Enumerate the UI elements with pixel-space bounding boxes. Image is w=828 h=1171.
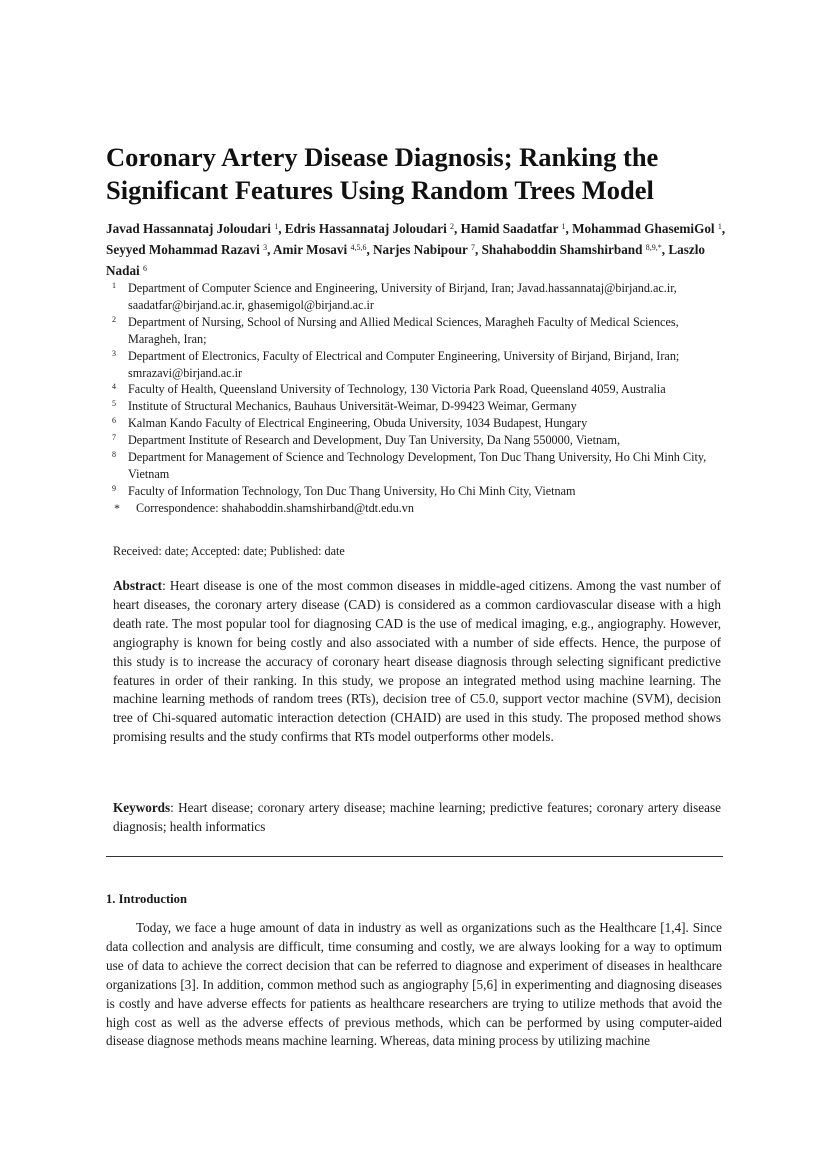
affiliation-number: 1 xyxy=(112,281,116,290)
author-affiliation-mark: 6 xyxy=(143,264,148,273)
keywords-label: Keywords xyxy=(113,800,171,815)
keywords xyxy=(113,799,721,837)
affiliation-text: Faculty of Information Technology, Ton Duc Thang University, Ho Chi Minh City, Vietnam xyxy=(128,483,576,498)
affiliation-number: 6 xyxy=(112,416,116,426)
affiliation-number: 8 xyxy=(112,450,116,460)
paper-title: Coronary Artery Disease Diagnosis; Ranking the Significant Features Using Random Trees Model xyxy=(106,142,659,205)
affiliation-number: 5 xyxy=(112,399,116,409)
affiliation-number: 7 xyxy=(112,433,116,443)
affiliation-item xyxy=(112,415,724,432)
affiliation-number: 4 xyxy=(112,382,116,392)
affiliation-number: 9 xyxy=(112,483,116,493)
author-affiliation-mark: 1 xyxy=(717,222,722,231)
correspondence-item xyxy=(112,500,724,517)
author-affiliation-mark: 8,9,* xyxy=(645,243,662,252)
affiliation-item xyxy=(112,449,724,483)
affiliation-text: Department of Electronics, Faculty of Electrical and Computer Engineering, University of Birjand, Birjand, Iran; smrazavi@birjand.ac.ir xyxy=(128,348,680,380)
keywords-text: : Heart disease; coronary artery disease; machine learning; predictive features; coronary artery disease diagnosis; health informatics xyxy=(113,800,721,834)
affiliation-text: Department of Computer Science and Engineering, University of Birjand, Iran; Javad.hassannataj@birjand.ac.ir, saadatfar@birjand.ac.ir, ghasemigol@birjand.ac.ir xyxy=(128,281,677,312)
author: Seyyed Mohammad Razavi $^3$ xyxy=(106,242,268,257)
section-heading: 1. Introduction xyxy=(106,892,187,906)
section-body-text: Today, we face a huge amount of data in industry as well as organizations such as the Healthcare [1,4]. Since data collection and analysis are difficult, time consuming and costly, we are always looking for a way to optimum use of data to achieve the correct decision that can be referred to diagnose and experiment of diseases in healthcare organizations [3]. In addition, common method such as angiography [5,6] in experimenting and diagnosing diseases is costly and have adverse effects for patients as healthcare researchers are trying to utilize methods that avoid the high cost as well as the adverse effects of previous methods, which can be performed by using computer-aided disease diagnose methods means machine learning. Whereas, data mining process by utilizing machine xyxy=(106,920,722,1049)
abstract-label: Abstract xyxy=(113,578,163,593)
affiliation-item xyxy=(112,314,724,348)
section-divider xyxy=(106,856,723,857)
affiliation-text: Department of Nursing, School of Nursing and Allied Medical Sciences, Maragheh Faculty of Medical Sciences, Maragheh, Iran; xyxy=(128,314,679,346)
author: Hamid Saadatfar $^1$ xyxy=(460,221,566,236)
affiliation-text: Department Institute of Research and Development, Duy Tan University, Da Nang 550000, Vietnam, xyxy=(128,433,620,448)
author-affiliation-mark: 1 xyxy=(561,222,566,231)
affiliation-text: Faculty of Health, Queensland University of Technology, 130 Victoria Park Road, Queensland 4059, Australia xyxy=(128,382,666,397)
affiliation-item xyxy=(112,280,724,314)
abstract xyxy=(113,577,721,747)
publication-dates: Received: date; Accepted: date; Published: date xyxy=(113,544,345,558)
author-affiliation-mark: 3 xyxy=(263,243,268,252)
author: Shahaboddin Shamshirband $^{8,9,*}$ xyxy=(481,242,662,257)
author: Javad Hassannataj Joloudari $^1$ xyxy=(106,221,279,236)
affiliation-item xyxy=(112,483,724,500)
abstract-text: : Heart disease is one of the most common diseases in middle-aged citizens. Among the vast number of heart diseases, the coronary artery disease (CAD) is considered as a common cardiovascular disease with a high death rate. The most popular tool for diagnosing CAD is the use of medical imaging, e.g., angiography. However, angiography is known for being costly and also associated with a number of side effects. Hence, the purpose of this study is to increase the accuracy of coronary heart disease diagnosis through selecting significant predictive features in order of their ranking. In this study, we propose an integrated method using machine learning. The machine learning methods of random trees (RTs), decision tree of C5.0, support vector machine (SVM), decision tree of Chi-squared automatic interaction detection (CHAID) are used in this study. The proposed method shows promising results and the study confirms that RTs model outperforms other models. xyxy=(113,578,721,745)
affiliation-list xyxy=(112,280,724,517)
affiliation-item xyxy=(112,348,724,382)
correspondence-text: Correspondence: shahaboddin.shamshirband@tdt.edu.vn xyxy=(136,500,414,515)
author: Narjes Nabipour $^7$ xyxy=(373,242,475,257)
affiliation-item xyxy=(112,432,724,449)
affiliation-number: 2 xyxy=(112,314,116,324)
author: Mohammad GhasemiGol $^1$ xyxy=(572,221,722,236)
correspondence-mark: * xyxy=(114,500,120,515)
author: Laszlo Nadai $^6$ xyxy=(106,242,706,278)
author: Edris Hassannataj Joloudari $^2$ xyxy=(284,221,455,236)
affiliation-number: 3 xyxy=(112,348,116,358)
affiliation-item xyxy=(112,381,724,398)
affiliation-text: Institute of Structural Mechanics, Bauhaus Universität-Weimar, D-99423 Weimar, Germany xyxy=(128,399,577,414)
author-affiliation-mark: 4,5,6 xyxy=(350,243,367,252)
author-affiliation-mark: 1 xyxy=(274,222,279,231)
affiliation-text: Kalman Kando Faculty of Electrical Engineering, Obuda University, 1034 Budapest, Hungary xyxy=(128,416,588,431)
author: Amir Mosavi $^{4,5,6}$ xyxy=(273,242,367,257)
author-affiliation-mark: 2 xyxy=(450,222,455,231)
author-affiliation-mark: 7 xyxy=(470,243,475,252)
affiliation-item xyxy=(112,398,724,415)
author-list: Javad Hassannataj Joloudari $^1$, Edris Hassannataj Joloudari $^2$, Hamid Saadatfar $^1$, Mohammad GhasemiGol $^1$, Seyyed Mohammad Razavi $^3$, Amir Mosavi $^{4,5,6}$, Narjes Nabipour $^7$, Shahaboddin Shamshirband $^{8,9,*}$, Laszlo Nadai $^6$ xyxy=(106,221,726,278)
affiliation-text: Department for Management of Science and Technology Development, Ton Duc Thang University, Ho Chi Minh City, Vietnam xyxy=(128,450,707,481)
